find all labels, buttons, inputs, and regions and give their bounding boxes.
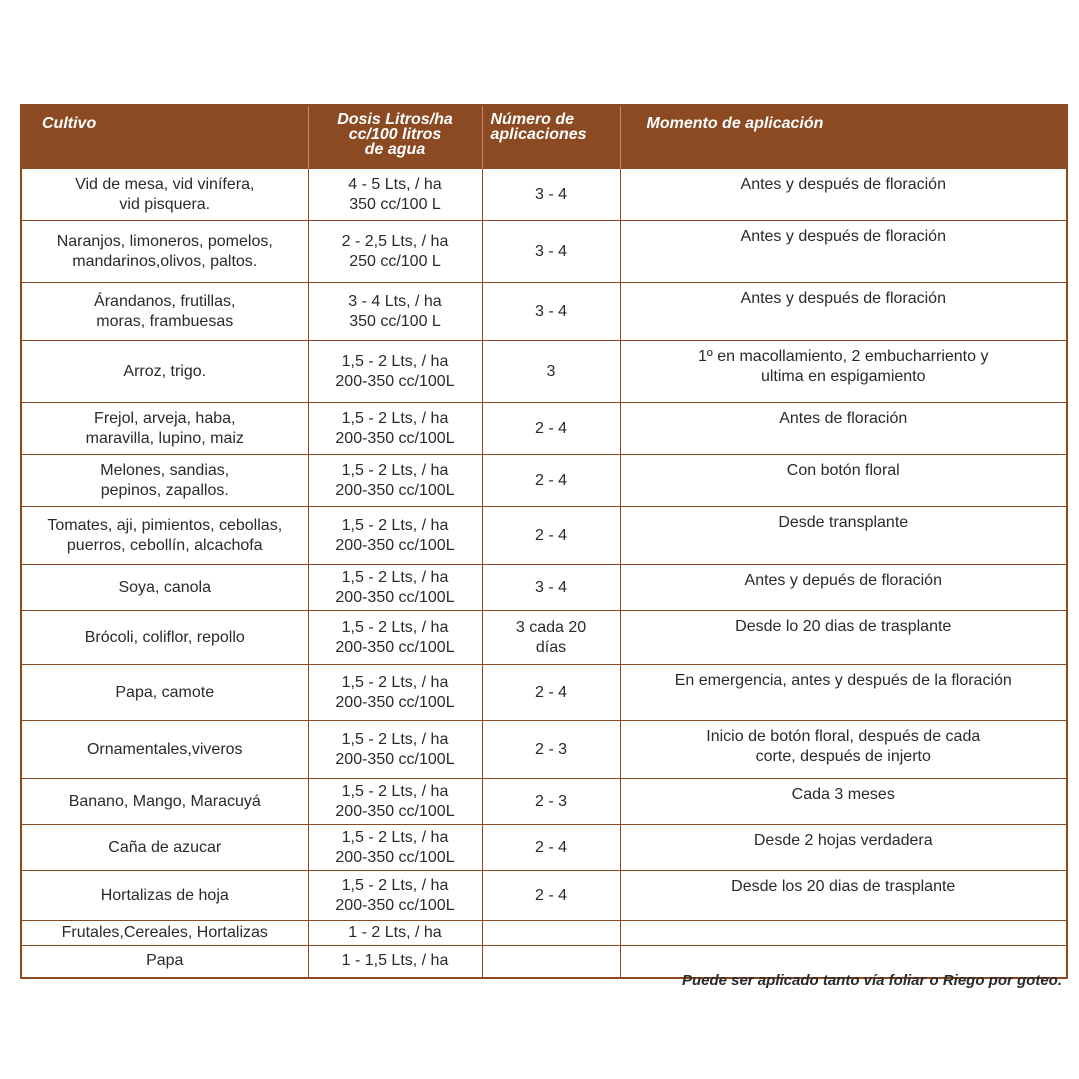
crop-cell (21, 779, 308, 825)
table-row (21, 721, 1067, 779)
dose-cell (308, 169, 482, 221)
moment-cell-text: Antes de floración (779, 410, 908, 427)
moment-cell (620, 169, 1067, 221)
applications-cell-text: 3 - 4 (534, 302, 567, 320)
dose-cell-text: 4 - 5 Lts, / ha (348, 175, 442, 193)
dose-cell-text: 350 cc/100 L (349, 312, 441, 330)
dose-cell-text: 250 cc/100 L (349, 252, 441, 270)
dose-cell (308, 721, 482, 779)
crop-cell (21, 221, 308, 283)
dose-cell (308, 455, 482, 507)
table-row (21, 665, 1067, 721)
applications-cell-text: 2 - 3 (534, 792, 567, 810)
crop-cell-text: mandarinos,olivos, paltos. (72, 252, 258, 270)
crop-cell (21, 946, 308, 978)
crop-cell (21, 871, 308, 921)
crop-cell (21, 721, 308, 779)
dose-cell (308, 283, 482, 341)
moment-cell (620, 871, 1067, 921)
applications-cell (482, 721, 620, 779)
moment-cell-text: Antes y depués de floración (744, 572, 942, 589)
moment-cell (620, 341, 1067, 403)
dose-cell (308, 403, 482, 455)
applications-cell (482, 611, 620, 665)
dose-cell-text: 1 - 1,5 Lts, / ha (341, 952, 449, 970)
crop-cell (21, 283, 308, 341)
applications-cell-text: 2 - 4 (534, 886, 567, 904)
crop-cell (21, 169, 308, 221)
dose-cell (308, 946, 482, 978)
moment-cell (620, 721, 1067, 779)
moment-cell (620, 665, 1067, 721)
dose-cell-text: 1,5 - 2 Lts, / ha (341, 782, 449, 800)
dose-cell (308, 825, 482, 871)
crop-cell-text: Papa (146, 952, 184, 970)
crop-cell-text: Árandanos, frutillas, (94, 292, 236, 310)
dose-cell-text: 200-350 cc/100L (335, 896, 455, 914)
crop-cell-text: maravilla, lupino, maiz (85, 429, 244, 447)
table-row (21, 825, 1067, 871)
dose-cell (308, 341, 482, 403)
dose-cell (308, 611, 482, 665)
dose-cell-text: 1,5 - 2 Lts, / ha (341, 352, 449, 370)
header-moment: Momento de aplicación (620, 105, 1067, 169)
crop-cell-text: Melones, sandias, (100, 461, 230, 479)
moment-cell (620, 921, 1067, 946)
table-row (21, 169, 1067, 221)
dose-cell-text: 200-350 cc/100L (335, 429, 455, 447)
table-row (21, 507, 1067, 565)
applications-cell-text: 3 - 4 (534, 185, 567, 203)
crop-cell-text: puerros, cebollín, alcachofa (66, 536, 263, 554)
dose-cell-text: 1 - 2 Lts, / ha (348, 924, 442, 941)
applications-cell (482, 665, 620, 721)
dose-cell-text: 1,5 - 2 Lts, / ha (341, 673, 449, 691)
dose-cell-text: 1,5 - 2 Lts, / ha (341, 516, 449, 534)
crop-cell-text: Vid de mesa, vid vinífera, (75, 175, 255, 193)
header-applications: Número de aplicaciones (482, 105, 620, 169)
moment-cell-text: Desde transplante (778, 514, 909, 531)
moment-cell-text: corte, después de injerto (755, 748, 931, 765)
dose-cell-text: 1,5 - 2 Lts, / ha (341, 828, 449, 846)
dose-cell-text: 1,5 - 2 Lts, / ha (341, 876, 449, 894)
crop-cell-text: vid pisquera. (119, 195, 211, 213)
dose-cell (308, 871, 482, 921)
dose-cell-text: 3 - 4 Lts, / ha (348, 292, 442, 310)
crop-cell-text: Frejol, arveja, haba, (94, 409, 236, 427)
table-row (21, 871, 1067, 921)
dose-cell-text: 1,5 - 2 Lts, / ha (341, 618, 449, 636)
crop-cell-text: pepinos, zapallos. (100, 481, 229, 499)
dose-cell-text: 2 - 2,5 Lts, / ha (341, 232, 449, 250)
moment-cell-text: Con botón floral (786, 462, 900, 479)
dose-cell-text: 1,5 - 2 Lts, / ha (341, 409, 449, 427)
dose-cell-text: 350 cc/100 L (349, 195, 441, 213)
crop-cell (21, 611, 308, 665)
crop-cell-text: Ornamentales,viveros (86, 740, 243, 758)
dose-cell (308, 565, 482, 611)
dose-cell (308, 507, 482, 565)
applications-cell (482, 779, 620, 825)
crop-cell-text: moras, frambuesas (96, 312, 234, 330)
table-row (21, 221, 1067, 283)
table-row (21, 779, 1067, 825)
crop-cell (21, 565, 308, 611)
moment-cell (620, 825, 1067, 871)
table-body (21, 169, 1067, 978)
crop-cell-text: Hortalizas de hoja (100, 886, 229, 904)
crop-cell (21, 825, 308, 871)
moment-cell-text: Desde lo 20 dias de trasplante (735, 618, 952, 635)
table-header (21, 105, 1067, 169)
moment-cell (620, 283, 1067, 341)
dose-cell-text: 200-350 cc/100L (335, 693, 455, 711)
moment-cell (620, 611, 1067, 665)
dose-cell-text: 200-350 cc/100L (335, 848, 455, 866)
table-row (21, 921, 1067, 946)
dose-cell-text: 200-350 cc/100L (335, 588, 455, 606)
dose-cell-text: 200-350 cc/100L (335, 802, 455, 820)
dosage-table (20, 104, 1068, 979)
crop-cell (21, 341, 308, 403)
moment-cell (620, 779, 1067, 825)
moment-cell-text: Desde los 20 dias de trasplante (731, 878, 956, 895)
footnote: Puede ser aplicado tanto vía foliar o Riego por goteo. (681, 972, 1062, 989)
applications-cell (482, 921, 620, 946)
moment-cell (620, 221, 1067, 283)
moment-cell-text: Antes y después de floración (740, 228, 946, 245)
moment-cell-text: ultima en espigamiento (760, 368, 926, 385)
moment-cell-text: Inicio de botón floral, después de cada (706, 728, 981, 745)
moment-cell-text: Antes y después de floración (740, 176, 946, 193)
moment-cell (620, 565, 1067, 611)
applications-cell (482, 221, 620, 283)
crop-cell (21, 507, 308, 565)
applications-cell-text: 3 (546, 362, 556, 380)
applications-cell (482, 169, 620, 221)
table-row (21, 403, 1067, 455)
table-row (21, 455, 1067, 507)
applications-cell (482, 507, 620, 565)
moment-cell-text: 1º en macollamiento, 2 embucharriento y (698, 348, 989, 365)
applications-cell (482, 871, 620, 921)
crop-cell-text: Soya, canola (118, 578, 211, 596)
moment-cell (620, 455, 1067, 507)
applications-cell-text: 2 - 4 (534, 838, 567, 856)
applications-cell (482, 283, 620, 341)
applications-cell (482, 455, 620, 507)
applications-cell-text: 2 - 4 (534, 471, 567, 489)
crop-cell (21, 665, 308, 721)
crop-cell-text: Arroz, trigo. (123, 362, 207, 380)
moment-cell-text: Antes y después de floración (740, 290, 946, 307)
applications-cell-text: 3 - 4 (534, 242, 567, 260)
dose-cell-text: 200-350 cc/100L (335, 536, 455, 554)
dose-cell-text: 1,5 - 2 Lts, / ha (341, 730, 449, 748)
crop-cell-text: Banano, Mango, Maracuyá (68, 792, 261, 810)
moment-cell-text: Desde 2 hojas verdadera (753, 832, 933, 849)
crop-cell (21, 455, 308, 507)
moment-cell-text: En emergencia, antes y después de la floración (674, 672, 1012, 689)
crop-cell-text: Naranjos, limoneros, pomelos, (56, 232, 273, 250)
dose-cell-text: 200-350 cc/100L (335, 638, 455, 656)
table-row (21, 341, 1067, 403)
dose-cell (308, 665, 482, 721)
applications-cell (482, 565, 620, 611)
applications-cell-text: 3 - 4 (534, 578, 567, 596)
dose-cell-text: 200-350 cc/100L (335, 750, 455, 768)
crop-cell-text: Brócoli, coliflor, repollo (84, 628, 245, 646)
dose-cell-text: 200-350 cc/100L (335, 481, 455, 499)
applications-cell-text: 2 - 4 (534, 419, 567, 437)
header-dose: Dosis Litros/ha cc/100 litros de agua (308, 105, 482, 169)
applications-cell-text: 2 - 4 (534, 526, 567, 544)
applications-cell-text: 2 - 3 (534, 740, 567, 758)
dose-cell (308, 779, 482, 825)
applications-cell-text: 2 - 4 (534, 683, 567, 701)
dose-cell-text: 200-350 cc/100L (335, 372, 455, 390)
applications-cell (482, 341, 620, 403)
applications-cell (482, 403, 620, 455)
moment-cell-text: Cada 3 meses (791, 786, 895, 803)
dose-cell (308, 221, 482, 283)
applications-cell-text: 3 cada 20 (515, 618, 587, 636)
table-row (21, 565, 1067, 611)
crop-cell-text: Caña de azucar (108, 838, 222, 856)
crop-cell (21, 921, 308, 946)
dose-cell-text: 1,5 - 2 Lts, / ha (341, 461, 449, 479)
crop-cell (21, 403, 308, 455)
crop-cell-text: Papa, camote (115, 683, 215, 701)
moment-cell (620, 507, 1067, 565)
dose-cell (308, 921, 482, 946)
table-row (21, 283, 1067, 341)
applications-cell-text: días (535, 638, 567, 656)
dose-cell-text: 1,5 - 2 Lts, / ha (341, 568, 449, 586)
crop-cell-text: Frutales,Cereales, Hortalizas (61, 924, 268, 941)
moment-cell (620, 403, 1067, 455)
applications-cell (482, 825, 620, 871)
applications-cell (482, 946, 620, 978)
header-crop: Cultivo (21, 105, 308, 169)
crop-cell-text: Tomates, aji, pimientos, cebollas, (47, 516, 283, 534)
table-row (21, 611, 1067, 665)
